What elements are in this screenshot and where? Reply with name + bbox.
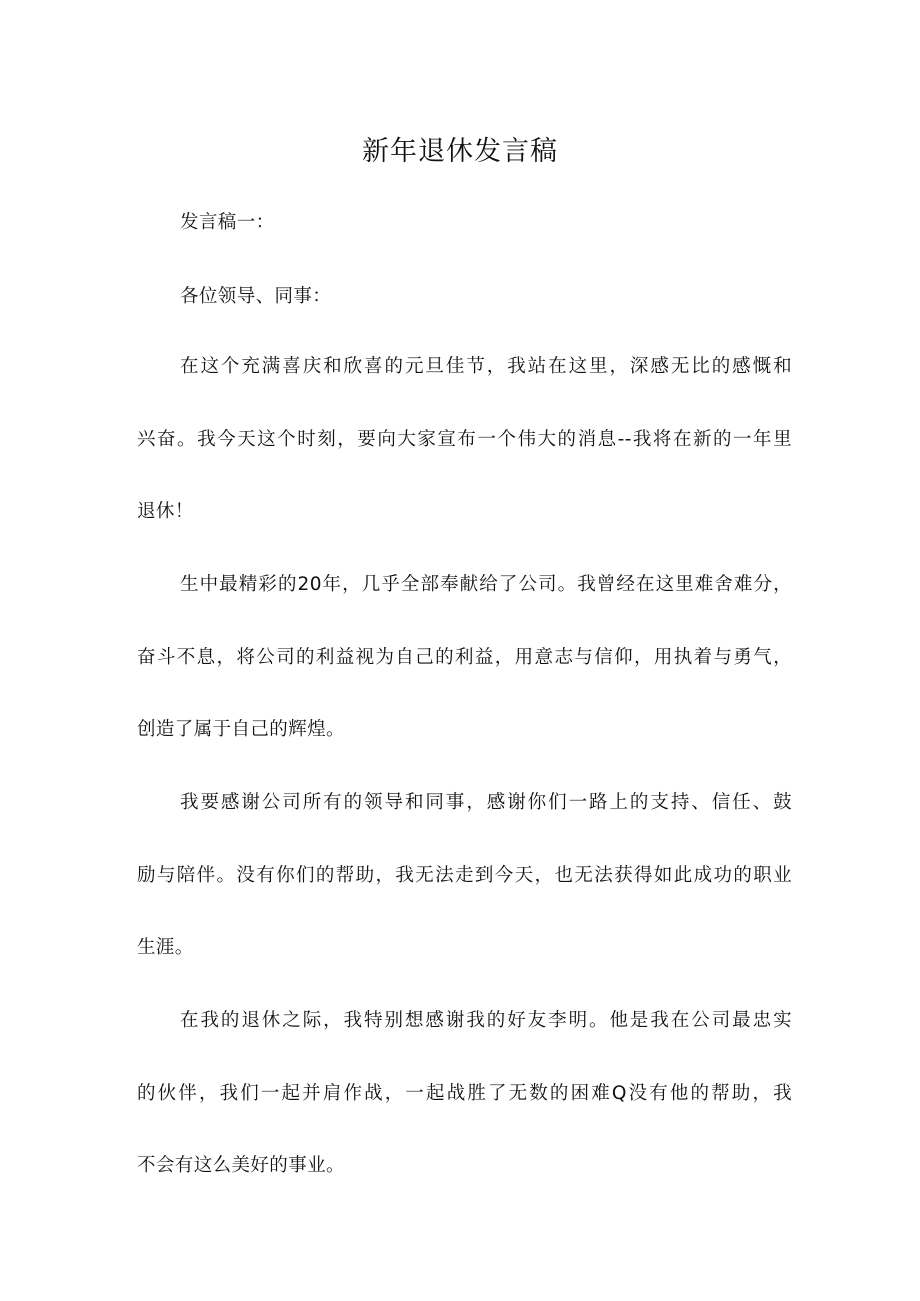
paragraph-line: 生中最精彩的20年，几乎全部奉献给了公司。我曾经在这里难舍难分， bbox=[180, 574, 792, 595]
paragraph-line: 兴奋。我今天这个时刻，要向大家宣布一个伟大的消息--我将在新的一年里 bbox=[137, 429, 792, 450]
paragraph-line: 生涯。 bbox=[137, 937, 194, 958]
paragraph-line: 我要感谢公司所有的领导和同事，感谢你们一路上的支持、信任、鼓 bbox=[180, 792, 792, 813]
paragraph-line: 奋斗不息，将公司的利益视为自己的利益，用意志与信仰，用执着与勇气， bbox=[137, 647, 792, 668]
paragraph-line: 的伙伴，我们一起并肩作战，一起战胜了无数的困难Q没有他的帮助，我 bbox=[137, 1083, 792, 1104]
paragraph-line: 退休！ bbox=[137, 501, 194, 522]
paragraph-line: 各位领导、同事： bbox=[180, 286, 332, 307]
paragraph-line: 不会有这么美好的事业。 bbox=[137, 1155, 345, 1176]
paragraph-line: 创造了属于自己的辉煌。 bbox=[137, 719, 345, 740]
document-title: 新年退休发言稿 bbox=[362, 136, 558, 167]
paragraph-line: 在这个充满喜庆和欣喜的元旦佳节，我站在这里，深感无比的感慨和 bbox=[180, 356, 792, 377]
paragraph-line: 发言稿一： bbox=[180, 212, 275, 233]
paragraph-line: 在我的退休之际，我特别想感谢我的好友李明。他是我在公司最忠实 bbox=[180, 1010, 792, 1031]
paragraph-line: 励与陪伴。没有你们的帮助，我无法走到今天，也无法获得如此成功的职业 bbox=[137, 865, 792, 886]
